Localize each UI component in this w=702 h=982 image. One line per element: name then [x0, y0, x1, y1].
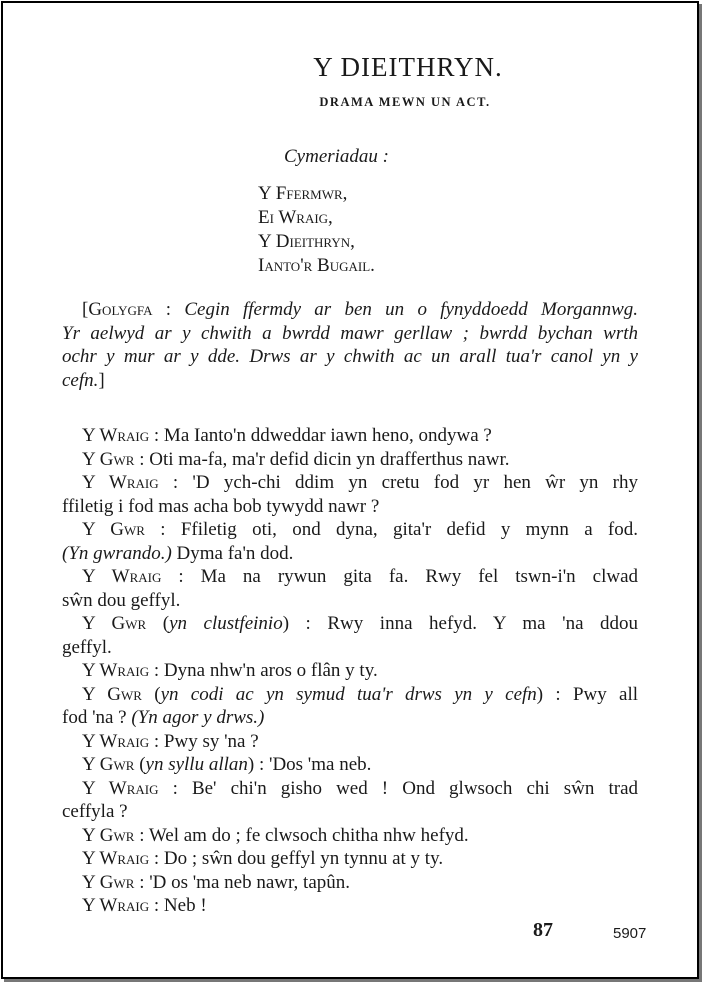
cast-member: Y Dieithryn,: [258, 231, 355, 252]
cast-list: [258, 182, 375, 278]
scene-line: ochr y mur ar y dde. Drws ar y chwith ac un arall tua'r canol yn y: [62, 346, 638, 367]
dialogue-line: Y Wraig : 'D ych-chi ddim yn cretu fod yr hen ŵr yn rhy: [82, 472, 639, 493]
scene-colon: :: [152, 299, 185, 320]
dialogue-line-continued: [62, 800, 638, 824]
dialogue-entry: [62, 448, 638, 472]
scene-line: Yr aelwyd ar y chwith a bwrdd mawr gerllaw ; bwrdd bychan wrth: [62, 322, 638, 344]
speaker-name: Y Gwr: [82, 613, 147, 634]
dialogue-text: Ma Ianto'n ddweddar iawn heno, ondywa ?: [163, 425, 492, 446]
dialogue-text: 'Dos 'ma neb.: [269, 754, 372, 775]
dialogue-line-continued: [62, 542, 638, 566]
speaker-name: Y Gwr: [82, 683, 142, 705]
dialogue-line: Y Wraig : Pwy sy 'na ?: [82, 730, 259, 752]
dialogue-entry: [62, 894, 638, 918]
dialogue-line: Y Gwr : 'D os 'ma neb nawr, tapûn.: [82, 871, 351, 893]
speaker-name: Y Wraig: [82, 566, 162, 587]
speaker-name: Y Gwr: [82, 448, 135, 470]
dialogue-text: Be' chi'n gisho wed ! Ond glwsoch chi sŵn trad: [191, 777, 639, 799]
scene-direction: [62, 298, 638, 392]
dialogue-line: Y Wraig : Do ; sŵn dou geffyl yn tynnu at y ty.: [82, 848, 444, 869]
dialogue-text: Ffiletig oti, ond dyna, gita'r defid y mynn a fod.: [180, 519, 638, 540]
dialogue-entry: [62, 471, 638, 518]
dialogue-text: Dyma fa'n dod.: [171, 542, 294, 564]
stage-direction: (Yn gwrando.): [62, 542, 172, 564]
dialogue-line: Y Gwr (yn codi ac yn symud tua'r drws yn y cefn) : Pwy all: [82, 683, 639, 705]
scene-text: Cegin ffermdy ar ben un o fynyddoedd Morgannwg.: [184, 299, 638, 320]
dialogue-text: Dyna nhw'n aros o flân y ty.: [163, 660, 378, 681]
dialogue-line-continued: [62, 636, 638, 660]
dialogue-line: Y Wraig : Be' chi'n gisho wed ! Ond glwsoch chi sŵn trad: [82, 777, 639, 799]
dialogue-line: Y Gwr : Ffiletig oti, ond dyna, gita'r defid y mynn a fod.: [82, 519, 638, 540]
scene-text: cefn.: [62, 369, 99, 391]
dialogue-entry: [62, 659, 638, 683]
scene-line: [62, 369, 638, 393]
stage-direction: yn clustfeinio: [169, 613, 283, 634]
dialogue-text: Pwy all: [572, 683, 639, 705]
speaker-name: Y Wraig: [82, 895, 150, 916]
cast-heading: Cymeriadau :: [284, 146, 390, 167]
speaker-name: Y Gwr: [82, 871, 135, 893]
speaker-name: Y Wraig: [82, 848, 150, 869]
dialogue-line-continued: [62, 495, 638, 519]
dialogue-text: 'D ych-chi ddim yn cretu fod yr hen ŵr yn rhy: [192, 472, 639, 493]
speaker-name: Y Gwr: [82, 754, 135, 775]
stage-direction: yn codi ac yn symud tua'r drws yn y cefn: [160, 683, 537, 705]
dialogue-line: Y Gwr (yn syllu allan) : 'Dos 'ma neb.: [82, 754, 372, 775]
dialogue-entry: [62, 518, 638, 565]
dialogue-line: Y Wraig : Ma Ianto'n ddweddar iawn heno, ondywa ?: [82, 425, 492, 446]
scene-close-bracket: ]: [98, 369, 105, 391]
speaker-name: Y Wraig: [82, 425, 150, 446]
cast-member: Y Ffermwr,: [258, 183, 348, 204]
page-code: 5907: [613, 925, 647, 942]
stage-direction: yn syllu allan: [145, 754, 248, 775]
dialogue-line: Y Wraig : Neb !: [82, 895, 207, 916]
dialogue-text: sŵn dou geffyl.: [62, 589, 181, 611]
page-number: 87: [533, 919, 553, 941]
dialogue-entry: [62, 565, 638, 612]
dialogue-text: geffyl.: [62, 636, 112, 658]
dialogue-text: Rwy inna hefyd. Y ma 'na ddou: [327, 613, 639, 634]
dialogue-text: Do ; sŵn dou geffyl yn tynnu at y ty.: [163, 848, 444, 869]
scene-line: [62, 298, 638, 322]
dialogue-line: Y Gwr : Wel am do ; fe clwsoch chitha nhw hefyd.: [82, 824, 469, 846]
dialogue-line-continued: [62, 706, 638, 730]
dialogue-text: Neb !: [163, 895, 207, 916]
speaker-name: Y Wraig: [82, 472, 159, 493]
dialogue-line: Y Gwr (yn clustfeinio) : Rwy inna hefyd. Y ma 'na ddou: [82, 613, 639, 634]
dialogue-text: 'D os 'ma neb nawr, tapûn.: [149, 871, 351, 893]
dialogue-entry: [62, 777, 638, 824]
speaker-name: Y Wraig: [82, 777, 159, 799]
dialogue-entry: [62, 683, 638, 730]
cast-member: Ianto'r Bugail.: [258, 255, 375, 276]
play-title: Y DIEITHRYN.: [313, 52, 503, 82]
dialogue-text: ffiletig i fod mas acha bob tywydd nawr ?: [62, 495, 380, 517]
dialogue-text: Oti ma-fa, ma'r defid dicin yn drafferthus nawr.: [149, 448, 510, 470]
speaker-name: Y Gwr: [82, 824, 135, 846]
dialogue-line: Y Wraig : Dyna nhw'n aros o flân y ty.: [82, 660, 378, 681]
cast-member: Ei Wraig,: [258, 207, 333, 228]
dialogue-text: Ma na rywun gita fa. Rwy fel tswn-i'n clwad: [200, 566, 638, 587]
dialogue-entry: [62, 871, 638, 895]
dialogue-entry: [62, 424, 638, 448]
dialogue-text: ceffyla ?: [62, 801, 128, 822]
scene-label: Golygfa: [88, 299, 153, 320]
dialogue-text: fod 'na ?: [62, 707, 132, 728]
dialogue-text: Wel am do ; fe clwsoch chitha nhw hefyd.: [148, 824, 469, 846]
stage-direction: (Yn agor y drws.): [131, 707, 265, 728]
dialogue-entry: [62, 730, 638, 754]
scene-open-bracket: [: [82, 299, 89, 320]
speaker-name: Y Wraig: [82, 730, 150, 752]
dialogue-text: Pwy sy 'na ?: [163, 730, 259, 752]
dialogue: [62, 424, 638, 918]
speaker-name: Y Gwr: [82, 519, 145, 540]
dialogue-entry: [62, 824, 638, 848]
dialogue-entry: [62, 753, 638, 777]
play-subtitle: DRAMA MEWN UN ACT.: [319, 95, 491, 109]
dialogue-line: Y Wraig : Ma na rywun gita fa. Rwy fel tswn-i'n clwad: [82, 566, 638, 587]
dialogue-entry: [62, 847, 638, 871]
dialogue-line: Y Gwr : Oti ma-fa, ma'r defid dicin yn drafferthus nawr.: [82, 448, 510, 470]
speaker-name: Y Wraig: [82, 660, 150, 681]
dialogue-entry: [62, 612, 638, 659]
dialogue-line-continued: [62, 589, 638, 613]
